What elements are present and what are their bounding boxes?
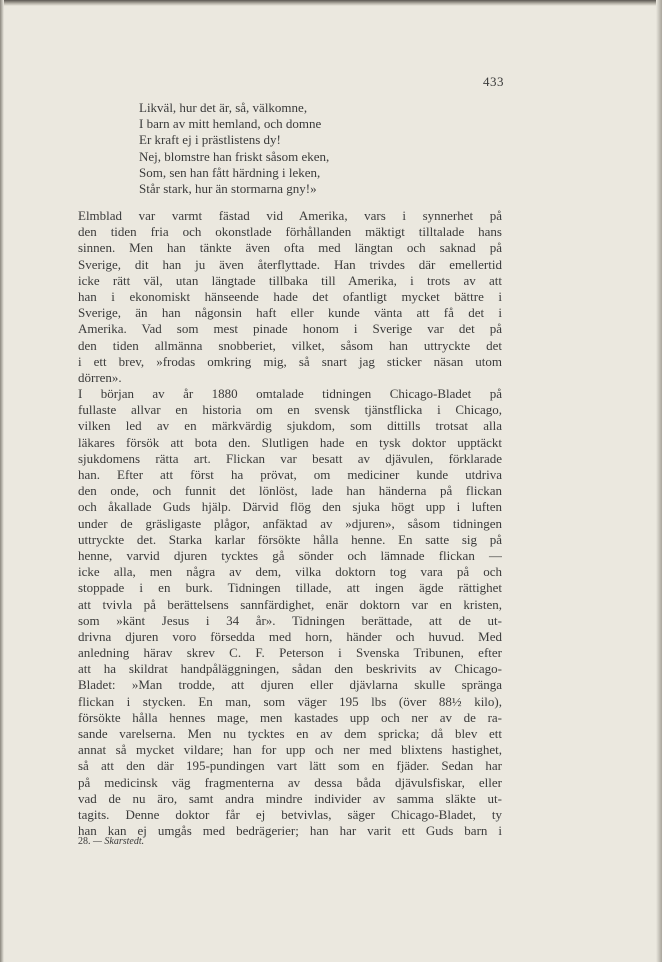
- paragraph-line: han kan ej umgås med bedrägerier; han har varit ett Guds barn i: [78, 823, 502, 839]
- paragraph-line: på medicinsk väg fragmenterna av dessa båda djävulsfiskar, eller: [78, 774, 502, 790]
- paragraph-line: den onde, och funnit det lönlöst, lade han händerna på flickan: [78, 483, 502, 499]
- paragraph-line: I början av år 1880 omtalade tidningen Chicago-Bladet på: [78, 386, 502, 402]
- page-top-edge: [0, 0, 662, 6]
- paragraph-line: den tiden allmänna snobberiet, vilket, såsom han uttryckte det: [78, 337, 502, 353]
- paragraph-1: [78, 208, 502, 386]
- paragraph-line: den tiden fria och okonstlade förhållanden mäktigt tilltalade hans: [78, 224, 502, 240]
- paragraph-line: flickan i stycken. En man, som väger 195 lbs (över 88½ kilo),: [78, 693, 502, 709]
- poem-stanza: [139, 100, 329, 197]
- page-number: 433: [483, 74, 504, 89]
- paragraph-line: läkares försök att bota den. Slutligen hade en tysk doktor upptäckt: [78, 434, 502, 450]
- prose-body: [78, 208, 502, 839]
- paragraph-line: i ett brev, »frodas omkring mig, så snart jag sticker näsan utom: [78, 353, 502, 369]
- paragraph-line: så att den där 195-pundingen vart lätt som en fjäder. Sedan har: [78, 758, 502, 774]
- paragraph-line: under de gräsligaste plågor, anfäktad av »djuren», såsom tidningen: [78, 515, 502, 531]
- paragraph-line: vilken led av en märkvärdig sjukdom, som dittills trotsat alla: [78, 418, 502, 434]
- paragraph-line: icke alla, men några av dem, vilka doktorn tog vara på och: [78, 564, 502, 580]
- paragraph-line: som »känt Jesus i 34 år». Tidningen berättade, att de ut-: [78, 612, 502, 628]
- paragraph-line: Sverige, dit han ju även återflyttade. Han trivdes där emellertid: [78, 256, 502, 272]
- signature-number: 28.: [78, 836, 91, 847]
- paragraph-line: att tvivla på berättelsens sannfärdighet, enär doktorn var en kristen,: [78, 596, 502, 612]
- paragraph-line: sande varelserna. Men nu tycktes en av dem spricka; då blev ett: [78, 726, 502, 741]
- poem-line: Som, sen han fått härdning i leken,: [139, 164, 321, 180]
- paragraph-line: han. Efter att först ha prövat, om mediciner kunde utdriva: [78, 467, 502, 482]
- signature-text: — Skarstedt.: [93, 836, 145, 847]
- poem-line: Nej, blomstre han friskt såsom eken,: [139, 148, 330, 164]
- paragraph-line: att ha skildrat handpåläggningen, sådan den beskrivits av Chicago-: [78, 661, 502, 677]
- paragraph-line: tagits. Denne doktor får ej betvivlas, säger Chicago-Bladet, ty: [78, 806, 502, 822]
- page-left-edge: [0, 0, 4, 962]
- paragraph-line: drivna djuren voro försedda med horn, händer och huvud. Med: [78, 628, 502, 644]
- paragraph-line: sinnen. Men han tänkte även ofta med längtan och saknad på: [78, 240, 502, 256]
- paragraph-line: Bladet: »Man trodde, att djuren eller djävlarna skulle spränga: [78, 677, 502, 693]
- paragraph-line: Sverige, än han någonsin haft eller kunde vänta att få det i: [78, 305, 502, 321]
- paragraph-line: uttryckte det. Starka karlar försökte hålla henne. En satte sig på: [78, 531, 502, 547]
- paragraph-line: sjukdomens rätta art. Flickan var besatt av djävulen, förklarade: [78, 450, 502, 466]
- signature-footer: [78, 836, 144, 847]
- poem-line: Står stark, hur än stormarna gny!»: [139, 180, 317, 196]
- poem-line: I barn av mitt hemland, och domne: [139, 116, 322, 132]
- paragraph-line: stoppade i en burk. Tidningen tillade, att ingen ägde rättighet: [78, 580, 502, 596]
- paragraph-line: fullaste allvar en historia om en svensk tjänstflicka i Chicago,: [78, 402, 502, 418]
- paragraph-line: Amerika. Vad som mest pinade honom i Sverige var det på: [78, 321, 502, 337]
- page-right-edge: [656, 0, 662, 962]
- paragraph-line: försökte hålla hennes mage, men kastades upp och ner av de ra-: [78, 709, 502, 725]
- paragraph-line: icke rätt väl, utan längtade tillbaka till Amerika, i trots av att: [78, 272, 502, 288]
- paragraph-line: Elmblad var varmt fästad vid Amerika, vars i synnerhet på: [78, 208, 502, 223]
- paragraph-line: han i ekonomiskt hänseende hade det ofantligt mycket bättre i: [78, 288, 502, 304]
- paragraph-line: vad de nu äro, samt andra mindre individer av samma släkte ut-: [78, 790, 502, 806]
- paragraph-line: dörren».: [78, 369, 122, 385]
- paragraph-line: anledning härav skrev C. F. Peterson i Svenska Tribunen, efter: [78, 645, 502, 661]
- paragraph-line: annat så mycket vildare; han for upp och ner med blixtens hastighet,: [78, 742, 502, 758]
- paragraph-line: och åkallade Guds hjälp. Därvid flög den sjuka högt upp i luften: [78, 499, 502, 515]
- poem-line: Likväl, hur det är, så, välkomne,: [139, 100, 308, 115]
- paragraph-2: [78, 386, 502, 839]
- poem-line: Er kraft ej i prästlistens dy!: [139, 132, 281, 148]
- paragraph-line: henne, varvid djuren tycktes gå sönder och lämnade flickan —: [78, 547, 502, 563]
